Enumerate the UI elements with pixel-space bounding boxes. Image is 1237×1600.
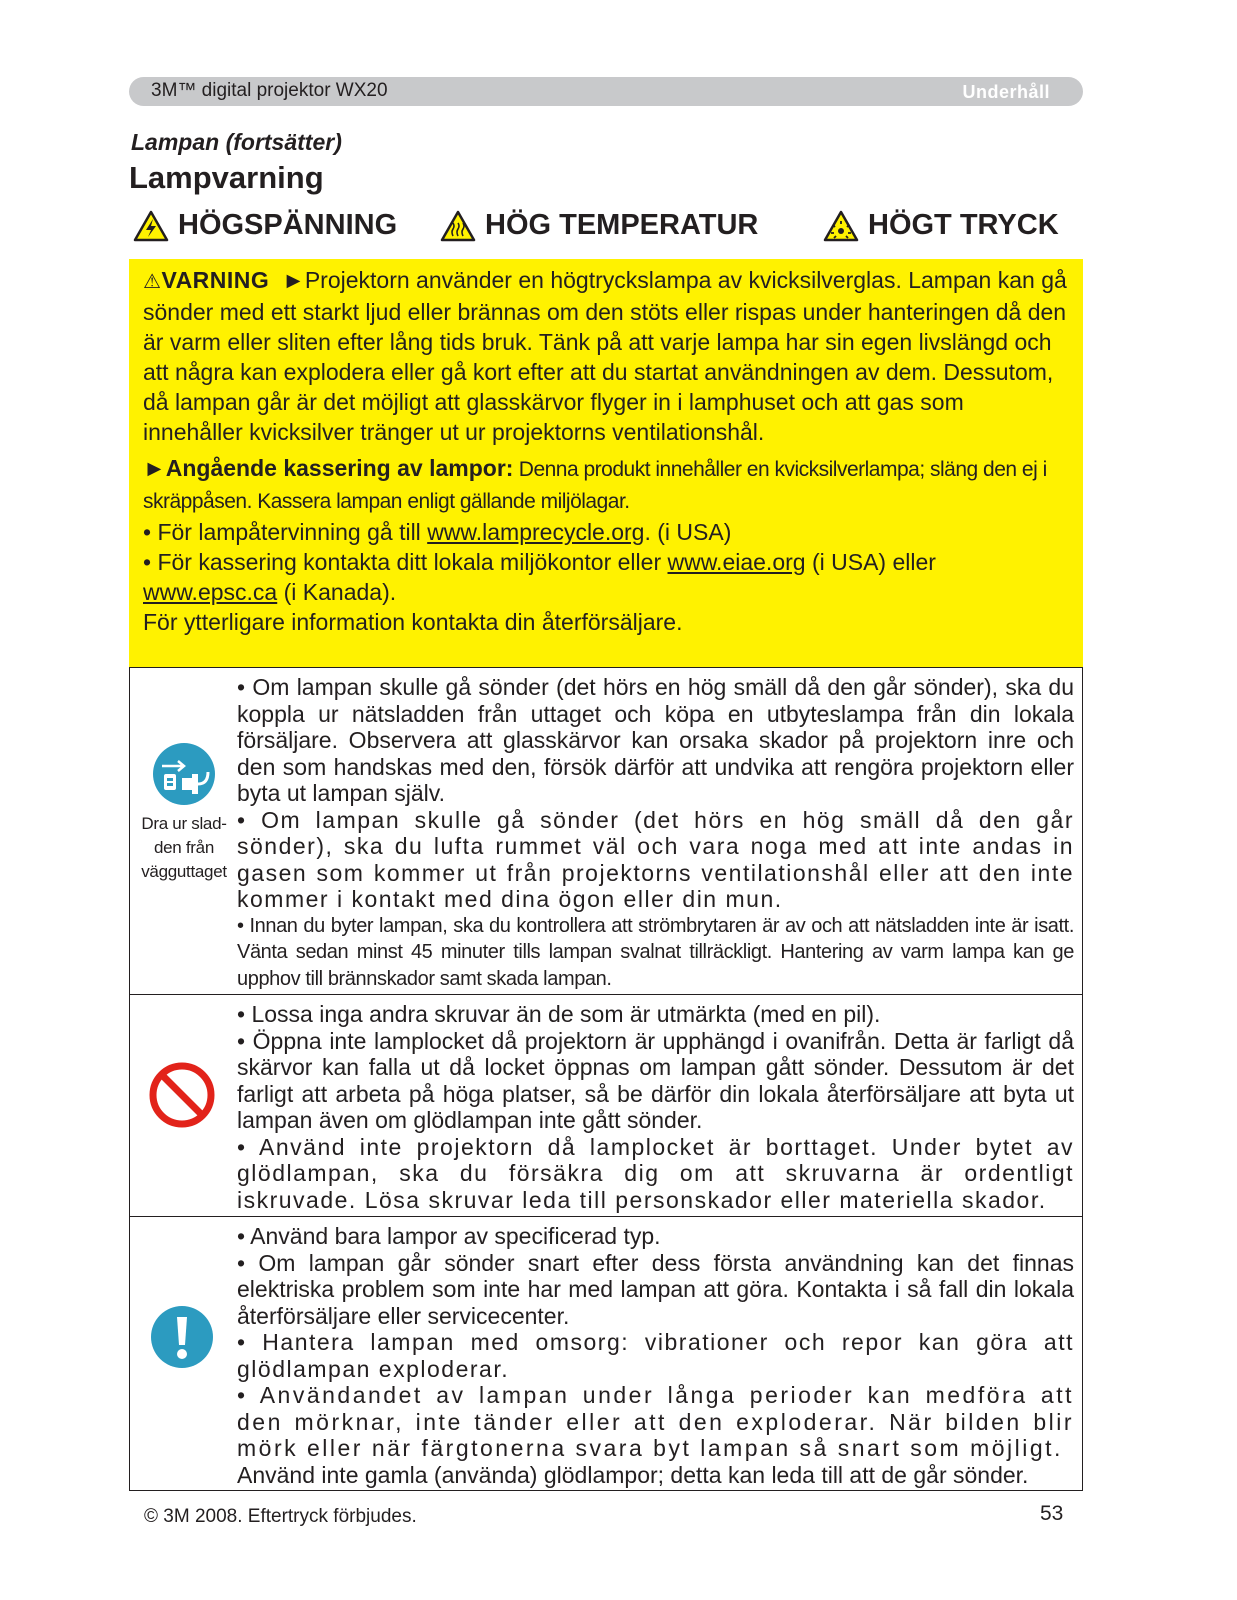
box2-bullet-3: • Använd inte projektorn då lamplocket är borttaget. Under bytet av glödlampan, ska du försäkra dig om att skruvarna är ordentligt iskruvade. Lösa skruvar leda till personskador eller materiella skador. [237,1133,1074,1213]
epsc-link[interactable]: www.epsc.ca [143,579,278,605]
box3-bullet-1: • Använd bara lampor av specificerad typ. [237,1223,661,1249]
box3-text [237,1223,1074,1488]
warning-triangle-icon: ⚠ [143,271,162,293]
hazard-label: HÖGSPÄNNING [178,209,398,241]
caution-box-prohibited [129,994,1083,1217]
box2-bullet-1: • Lossa inga andra skruvar än de som är utmärkta (med en pil). [237,1001,881,1027]
warning-intro-text: Projektorn använder en högtryckslampa av kvicksilverglas. Lampan kan gå sönder med ett starkt ljud eller brännas om den stöts eller rispas under hanteringen då den är varm eller sliten efter lång tids bruk. Tänk på att varje lampa har sin egen livslängd och att några kan explodera eller gå kort efter att du startat användningen av dem. Dessutom, då lampan går är det möjligt att glasskärvor flyger in i lamphuset och att gas som innehåller kvicksilver tränger ut ur projektorns ventilationshål. [143,267,1067,445]
box3-bullet-4b: Använd inte gamla (använda) glödlampor; detta kan leda till att de går sönder. [237,1461,1029,1488]
box3-bullet-2: • Om lampan går sönder snart efter dess första användning kan det finnas elektriska problem som inte har med lampan att göra. Kontakta i så fall din lokala återförsäljare eller servicecenter. [237,1249,1074,1329]
warning-label: ⚠VARNING [143,267,270,293]
disposal-contact-line: • För kassering kontakta ditt lokala miljökontor eller www.eiae.org (i USA) eller www.epsc.ca (i Kanada). [143,549,936,605]
page-title: Lampvarning [129,160,324,195]
disposal-paragraph [143,453,1069,517]
hazard-high-temperature [440,209,758,242]
box1-bullet-3: • Innan du byter lampan, ska du kontrollera att strömbrytaren är av och att nätsladden inte är isatt. Vänta sedan minst 45 minuter tills lampan svalnat tillräckligt. Hantering av varm lampa kan ge upphov till brännskador samt skada lampan. [237,914,1074,990]
box3-bullet-4: • Användandet av lampan under långa perioder kan medföra att den mörknar, inte tänder eller att den exploderar. När bilden blir mörk eller när färgtonerna svara byt lampan så snart som möjligt. [237,1382,1074,1461]
page-number: 53 [1040,1502,1064,1525]
lamprecycle-link[interactable]: www.lamprecycle.org [427,519,645,545]
header-bar [129,77,1083,106]
high-pressure-icon [823,210,859,242]
hazard-label: HÖGT TRYCK [868,209,1059,241]
header-section: Underhåll [962,82,1050,102]
caution-box-unplug [129,667,1083,995]
hazard-high-voltage [133,209,397,242]
hazard-label: HÖG TEMPERATUR [485,209,759,241]
footer-copyright: © 3M 2008. Eftertryck förbjudes. [144,1506,417,1527]
warning-box [129,259,1083,667]
eiae-link[interactable]: www.eiae.org [667,549,806,575]
mandatory-exclamation-icon [150,1305,214,1374]
high-voltage-icon [133,210,169,242]
header-product: 3M™ digital projektor WX20 [151,80,388,101]
box2-text [237,1001,1074,1213]
disposal-heading: ►Angående kassering av lampor: [143,455,514,481]
box1-bullet-2: • Om lampan skulle gå sönder (det hörs en hög smäll då den går sönder), ska du lufta rummet väl och vara noga med att inte andas in gasen som kommer ut från projektorns ventilationshål eller att den inte kommer i kontakt med dina ögon eller din mun. [237,806,1074,912]
unplug-caption: Dra ur slad- den från vägguttaget [141,814,227,881]
high-temperature-icon [440,210,476,242]
warning-intro [143,265,1069,447]
hazard-high-pressure [823,209,1059,242]
unplug-icon [152,742,216,811]
recycle-line: • För lampåtervinning gå till www.lamprecycle.org. (i USA) [143,519,732,545]
page-subtitle: Lampan (fortsätter) [131,129,342,155]
arrow-icon: ► [282,267,305,293]
box1-text [237,674,1074,992]
box1-bullet-1: • Om lampan skulle gå sönder (det hörs en hög smäll då den går sönder), ska du koppla ur nätsladden från uttaget och köpa en utbyteslampa från din lokala försäljare. Observera att glasskärvor kan orsaka skador på projektorn inre och den som handskas med den, försök därför att undvika att rengöra projektorn eller byta ut lampan själv. [237,674,1074,806]
box3-bullet-3: • Hantera lampan med omsorg: vibrationer och repor kan göra att glödlampan exploderar. [237,1329,1074,1382]
prohibited-icon [148,1061,216,1134]
box2-bullet-2: • Öppna inte lamplocket då projektorn är upphängd i ovanifrån. Detta är farligt då skärvor kan falla ut då locket öppnas om lampan gått sönder. Dessutom är det farligt att arbeta på höga platser, så be därför din lokala återförsäljare att byta ut lampan även om glödlampan inte gått sönder. [237,1027,1074,1133]
disposal-text: Denna produkt innehåller en kvicksilverlampa; släng den ej i skräppåsen. Kassera lampan enligt gällande miljölagar. [143,458,1047,513]
more-info-line: För ytterligare information kontakta din återförsäljare. [143,609,683,635]
caution-box-mandatory [129,1216,1083,1491]
